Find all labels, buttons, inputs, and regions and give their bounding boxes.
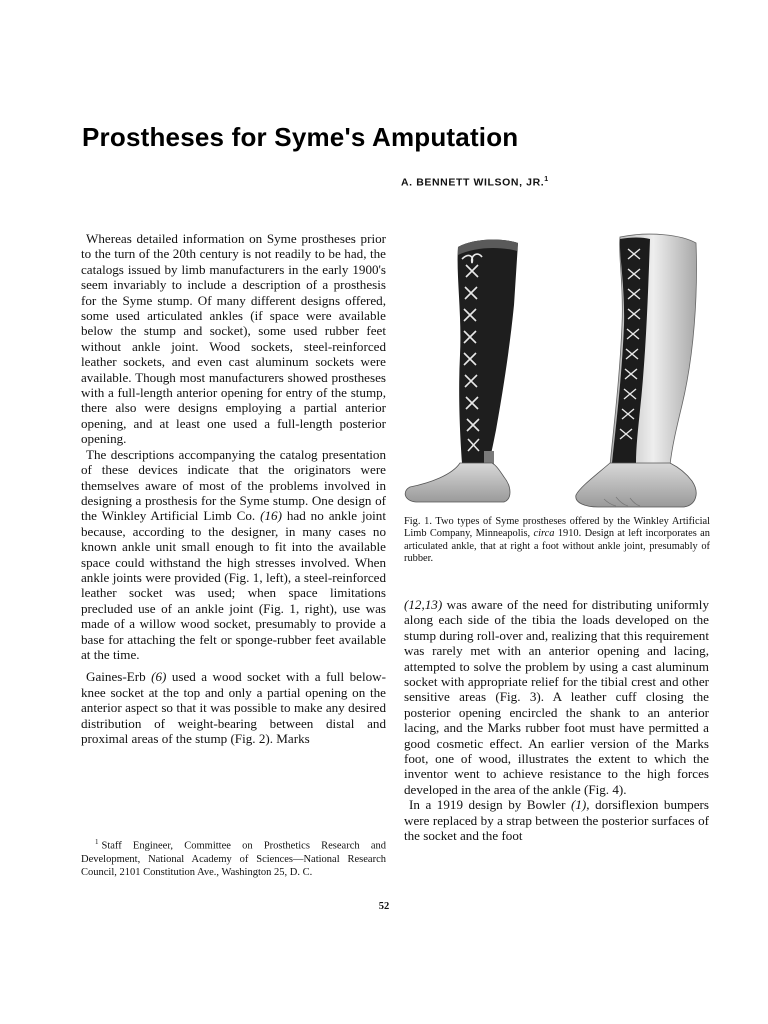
paragraph bbox=[404, 797, 709, 843]
footnote-text: Staff Engineer, Committee on Prosthetics Research and Development, National Academy of Sciences—National Research Council, 2101 Constitution Ave., Washington 25, D. C. bbox=[81, 840, 386, 879]
footnote bbox=[81, 836, 386, 880]
reference-citation: (12,13) bbox=[404, 597, 443, 612]
paragraph bbox=[81, 669, 386, 746]
right-foot bbox=[576, 463, 696, 507]
text-run: Whereas detailed information on Syme prostheses prior to the turn of the 20th century is not readily to be had, the catalogs issued by limb manufacturers in the early 1900's seem invariably to include a description of a prosthesis for the Syme stump. Of many different designs offered, some used articulated ankles (if space were available below the stump and socket), some used rubber feet without ankle joint. Wood sockets, steel-reinforced leather sockets, and even cast aluminum sockets were available. Though most manufacturers showed prostheses with a full-length anterior opening for entry of the stump, there also were designs employing a partial anterior opening, and at least one used a full-length posterior opening. bbox=[81, 231, 386, 447]
text-run: had no ankle joint because, according to the designer, in many cases no known ankle unit small enough to fit into the available space could withstand the high stresses involved. When ankle joints were provided (Fig. 1, left), a steel-reinforced leather socket was used; when space limitations precluded use of an ankle joint (Fig. 1, right), use was made of a willow wood socket, presumably to provide a base for attaching the felt or sponge-rubber feet available at the time. bbox=[81, 508, 386, 662]
text-run: dorsiflexion bumpers were replaced by a strap between the posterior surfaces of the socket and the foot bbox=[404, 797, 710, 844]
text-run: Fig. 1. Two types of Syme prostheses offered by the Winkley Artificial Limb Company, Minneapolis, bbox=[404, 516, 710, 540]
article-title: Prostheses for Syme's Amputation bbox=[82, 122, 519, 152]
figure-1-caption bbox=[404, 516, 710, 566]
paragraph bbox=[404, 597, 709, 797]
left-column bbox=[81, 231, 386, 746]
figure-1-illustration bbox=[400, 225, 715, 510]
author-name: A. BENNETT WILSON, JR. bbox=[401, 176, 545, 189]
paragraph bbox=[81, 231, 386, 447]
left-socket bbox=[458, 240, 518, 465]
reference-citation: (6) bbox=[151, 669, 167, 685]
paragraph bbox=[81, 447, 386, 663]
right-prosthesis-drawing bbox=[576, 234, 697, 507]
text-run: used a wood socket with a full below-knee socket at the top and only a partial opening on the anterior aspect so that it was possible to make any desired distribution of weight-bearing between distal and proximal areas of the stump (Fig. 2). Marks bbox=[81, 669, 386, 746]
text-run: was aware of the need for distributing uniformly along each side of the tibia the loads developed on the stump during roll-over and, realizing that this requirement was rarely met with an anterior opening and lacing, attempted to solve the problem by using a cast aluminum socket with appropriate relief for the tibial crest and other sensitive areas (Fig. 3). A leather cuff closing the posterior opening encircled the shank to an anterior lacing, and the Marks rubber foot must have permitted a good cosmetic effect. An earlier version of the Marks foot, one of wood, illustrates the extent to which the inventor went to achieve resistance to the high forces developed in the area of the ankle (Fig. 4). bbox=[404, 597, 709, 797]
text-run: In a 1919 design by Bowler bbox=[409, 797, 571, 813]
reference-citation: circa bbox=[533, 528, 555, 540]
author-footnote-mark: 1 bbox=[544, 176, 549, 183]
footnote-mark: 1 bbox=[95, 838, 99, 846]
left-prosthesis-drawing bbox=[405, 240, 518, 502]
text-run: Gaines-Erb bbox=[86, 669, 152, 685]
reference-citation: (1), bbox=[571, 797, 590, 813]
left-foot bbox=[405, 463, 510, 502]
reference-citation: (16) bbox=[260, 508, 282, 524]
page-number: 52 bbox=[378, 901, 390, 912]
author-byline bbox=[401, 176, 549, 189]
text-run: 1910. Design at left incorporates an articulated ankle, that at right a foot without ankle joint, presumably of rubber. bbox=[404, 528, 710, 565]
right-column bbox=[404, 597, 709, 844]
text-run: The descriptions accompanying the catalog presentation of these devices indicate that the originators were themselves aware of most of the problems involved in designing a prosthesis for the Syme stump. One design of the Winkley Artificial Limb Co. bbox=[81, 446, 386, 524]
